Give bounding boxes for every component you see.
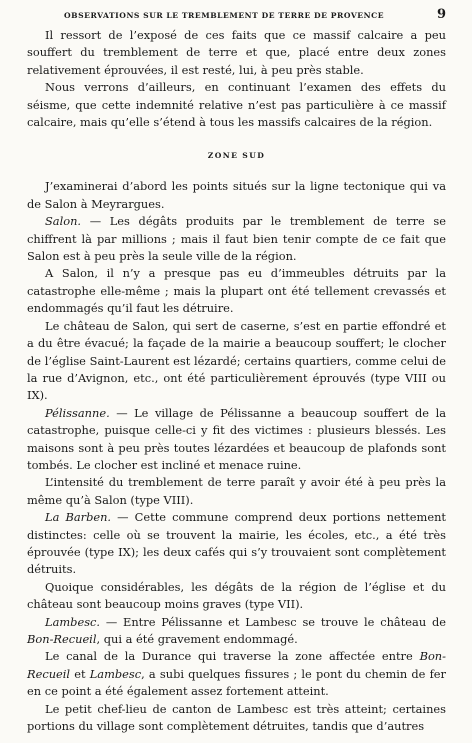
place-name-pelissanne: Pélissanne. bbox=[45, 405, 110, 420]
canal-text-a: Le canal de la Durance qui traverse la zone affectée entre bbox=[45, 649, 420, 664]
paragraph-salon-2: A Salon, il n’y a presque pas eu d’immeubles détruits par la catastrophe elle-même ; mais la plupart ont été tellement crevassés et endommagés qu’il faut les détruire. bbox=[27, 266, 446, 316]
paragraph-intro-2: Nous verrons d’ailleurs, en continuant l’examen des effets du séisme, que cette indemnité relative n’est pas particulière à ce massif calcaire, mais qu’elle s’étend à tous les massifs calcaires de la région. bbox=[27, 80, 446, 130]
paragraph-canal bbox=[27, 648, 446, 700]
place-name-salon: Salon. bbox=[45, 214, 82, 229]
pelissanne-text: — Le village de Pélissanne a beaucoup souffert de la catastrophe, puisque celle-ci y fit des victimes : plusieurs blessés. Les maisons sont à peu près toutes lézardées et beaucoup de plafonds sont tombés. Le clocher est incliné et menace ruine. bbox=[27, 405, 446, 472]
canal-text-b: et bbox=[70, 666, 90, 681]
la-barben-text: — Cette commune comprend deux portions nettement distinctes: celle où se trouvent la mairie, les écoles, etc., a été très éprouvée (type IX); les deux cafés qui s’y trouvaient sont complètement détruits. bbox=[27, 510, 446, 577]
paragraph-lambesc-village: Le petit chef-lieu de canton de Lambesc est très atteint; certaines portions du village sont complètement détruites, tandis que d’autres bbox=[27, 701, 446, 734]
paragraph-pelissanne bbox=[27, 405, 446, 475]
paragraph-lambesc bbox=[27, 614, 446, 649]
place-name-la-barben: La Barben. bbox=[45, 510, 112, 525]
place-name-bon-recueil: Bon-Recueil bbox=[27, 632, 97, 646]
paragraph-intro-1: Il ressort de l’exposé de ces faits que ce massif calcaire a peu souffert du tremblement de terre et que, placé entre deux zones relativement éprouvées, il est resté, lui, à peu près stable. bbox=[27, 28, 446, 77]
canal-place-lambesc: Lambesc bbox=[89, 666, 142, 681]
body-text bbox=[27, 27, 446, 735]
section-heading bbox=[27, 151, 446, 160]
running-head bbox=[64, 7, 446, 22]
paragraph-salon bbox=[27, 213, 446, 265]
lambesc-text-b: , qui a été gravement endommagé. bbox=[96, 632, 298, 646]
canal-place-bon-recueil: Bon-Recueil bbox=[27, 649, 446, 681]
paragraph-chateau-salon: Le château de Salon, qui sert de caserne, s’est en partie effondré et a du être évacué; la façade de la mairie a beaucoup souffert; le clocher de l’église Saint-Laurent est lézardé; certains quartiers, comme celui de la rue d’Avignon, etc., ont été particulièrement éprouvés (type VIII ou IX). bbox=[27, 318, 446, 403]
page-number: 9 bbox=[436, 7, 446, 22]
paragraph-la-barben bbox=[27, 509, 446, 579]
running-title: OBSERVATIONS SUR LE TREMBLEMENT DE TERRE DE PROVENCE bbox=[64, 11, 385, 20]
salon-text: — Les dégâts produits par le tremblement de terre se chiffrent là par millions ; mais il faut bien tenir compte de ce fait que Salon est à peu près la seule ville de la région. bbox=[27, 214, 446, 264]
section-heading-text: ZONE SUD bbox=[207, 151, 266, 161]
paragraph-intensite: L’intensité du tremblement de terre paraît y avoir été à peu près la même qu’à Salon (type VIII). bbox=[27, 475, 446, 507]
lambesc-text-a: — Entre Pélissanne et Lambesc se trouve le château de bbox=[100, 614, 446, 629]
paragraph-quoique: Quoique considérables, les dégâts de la région de l’église et du château sont beaucoup moins graves (type VII). bbox=[27, 579, 446, 612]
paragraph-zone-intro: J’examinerai d’abord les points situés sur la ligne tectonique qui va de Salon à Meyrargues. bbox=[27, 179, 446, 211]
canal-text-c: , a subi quelques fissures ; le pont du chemin de fer en ce point a été également assez fortement atteint. bbox=[27, 666, 446, 699]
place-name-lambesc: Lambesc. bbox=[45, 614, 101, 629]
